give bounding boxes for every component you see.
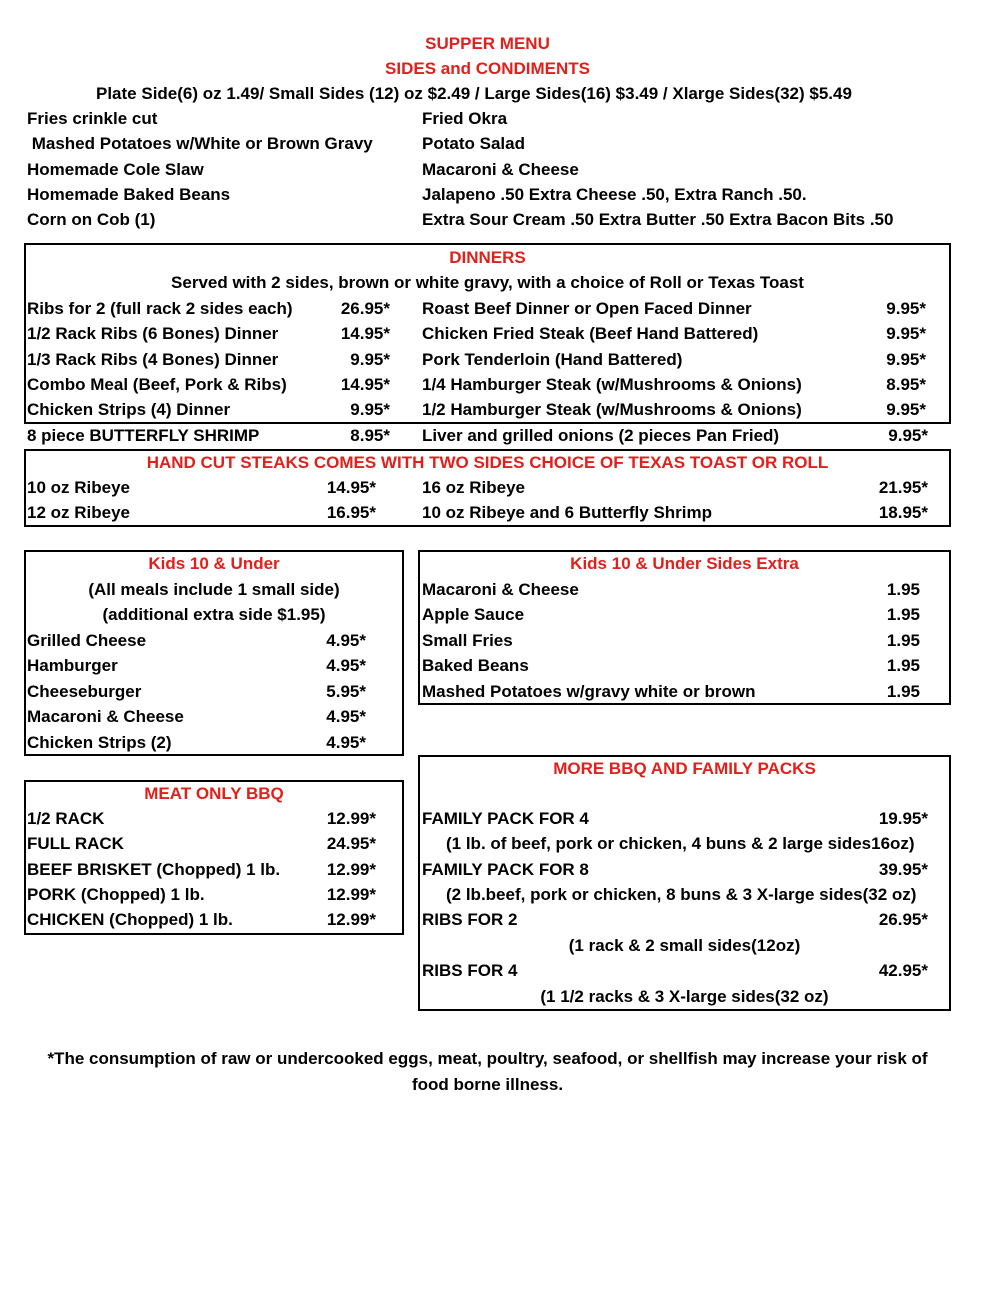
meat-item-price: 24.95* bbox=[326, 834, 376, 853]
steak-item-name: 10 oz Ribeye and 6 Butterfly Shrimp bbox=[422, 503, 713, 522]
side-item: Fried Okra bbox=[422, 109, 508, 128]
kids-item-name: Cheeseburger bbox=[27, 682, 142, 701]
side-sizes-pricing: Plate Side(6) oz 1.49/ Small Sides (12) oz $2.49 / Large Sides(16) $3.49 / Xlarge Sides(32) $5.49 bbox=[96, 84, 852, 103]
side-item: Macaroni & Cheese bbox=[422, 160, 579, 179]
kids-note: (additional extra side $1.95) bbox=[102, 605, 326, 624]
dinner-item-price: 9.95* bbox=[350, 350, 390, 369]
side-item: Extra Sour Cream .50 Extra Butter .50 Extra Bacon Bits .50 bbox=[422, 210, 894, 229]
meat-bbq-title: MEAT ONLY BBQ bbox=[144, 784, 284, 803]
family-item-price: 39.95* bbox=[878, 860, 928, 879]
dinner-item-price: 9.95* bbox=[886, 299, 926, 318]
kids-item-name: Macaroni & Cheese bbox=[27, 707, 184, 726]
meat-item-name: PORK (Chopped) 1 lb. bbox=[27, 885, 205, 904]
dinner-item-price: 9.95* bbox=[886, 350, 926, 369]
kids-side-name: Mashed Potatoes w/gravy white or brown bbox=[422, 682, 756, 701]
menu-title: SUPPER MENU bbox=[425, 34, 550, 53]
dinners-subtitle: Served with 2 sides, brown or white gravy, with a choice of Roll or Texas Toast bbox=[171, 273, 804, 292]
dinner-item-name: Chicken Strips (4) Dinner bbox=[27, 400, 231, 419]
side-item: Potato Salad bbox=[422, 134, 525, 153]
kids-item-price: 4.95* bbox=[326, 631, 366, 650]
kids-sides-title: Kids 10 & Under Sides Extra bbox=[570, 554, 799, 573]
kids-side-price: 1.95 bbox=[886, 605, 920, 624]
dinner-item-name: 1/3 Rack Ribs (4 Bones) Dinner bbox=[27, 350, 279, 369]
meat-item-name: CHICKEN (Chopped) 1 lb. bbox=[27, 910, 233, 929]
steak-item-price: 14.95* bbox=[326, 478, 376, 497]
steak-item-name: 16 oz Ribeye bbox=[422, 478, 525, 497]
family-item-name: FAMILY PACK FOR 8 bbox=[422, 860, 589, 879]
kids-title: Kids 10 & Under bbox=[148, 554, 280, 573]
dinners-title: DINNERS bbox=[449, 248, 526, 267]
family-item-name: FAMILY PACK FOR 4 bbox=[422, 809, 589, 828]
side-item: Homemade Baked Beans bbox=[27, 185, 231, 204]
dinner-item-price: 8.95* bbox=[886, 375, 926, 394]
kids-side-name: Small Fries bbox=[422, 631, 513, 650]
dinner-item-name: 8 piece BUTTERFLY SHRIMP bbox=[27, 426, 260, 445]
dinner-item-price: 14.95* bbox=[340, 375, 390, 394]
kids-item-name: Grilled Cheese bbox=[27, 631, 147, 650]
dinner-item-name: Pork Tenderloin (Hand Battered) bbox=[422, 350, 683, 369]
side-item: Fries crinkle cut bbox=[27, 109, 158, 128]
dinner-item-price: 9.95* bbox=[886, 324, 926, 343]
meat-item-price: 12.99* bbox=[326, 809, 376, 828]
kids-side-name: Macaroni & Cheese bbox=[422, 580, 579, 599]
steak-item-price: 18.95* bbox=[878, 503, 928, 522]
meat-item-price: 12.99* bbox=[326, 910, 376, 929]
kids-side-price: 1.95 bbox=[886, 631, 920, 650]
steak-item-name: 10 oz Ribeye bbox=[27, 478, 130, 497]
dinner-item-name: Combo Meal (Beef, Pork & Ribs) bbox=[27, 375, 287, 394]
dinner-item-name: 1/2 Rack Ribs (6 Bones) Dinner bbox=[27, 324, 279, 343]
family-item-name: RIBS FOR 2 bbox=[422, 910, 518, 929]
steaks-title: HAND CUT STEAKS COMES WITH TWO SIDES CHOICE OF TEXAS TOAST OR ROLL bbox=[146, 453, 829, 472]
dinner-item-price: 9.95* bbox=[886, 400, 926, 419]
kids-note: (All meals include 1 small side) bbox=[88, 580, 340, 599]
meat-item-price: 12.99* bbox=[326, 885, 376, 904]
meat-item-name: 1/2 RACK bbox=[27, 809, 105, 828]
steak-item-price: 21.95* bbox=[878, 478, 928, 497]
family-item-price: 19.95* bbox=[878, 809, 928, 828]
dinner-item-name: Chicken Fried Steak (Beef Hand Battered) bbox=[422, 324, 759, 343]
family-item-price: 26.95* bbox=[878, 910, 928, 929]
family-item-desc: (1 rack & 2 small sides(12oz) bbox=[568, 936, 801, 955]
family-packs-title: MORE BBQ AND FAMILY PACKS bbox=[553, 759, 816, 778]
kids-side-price: 1.95 bbox=[886, 580, 920, 599]
family-item-desc: (2 lb.beef, pork or chicken, 8 buns & 3 X-large sides(32 oz) bbox=[446, 885, 917, 904]
kids-side-price: 1.95 bbox=[886, 682, 920, 701]
meat-item-price: 12.99* bbox=[326, 860, 376, 879]
steak-item-price: 16.95* bbox=[326, 503, 376, 522]
kids-item-price: 4.95* bbox=[326, 707, 366, 726]
food-safety-disclaimer: *The consumption of raw or undercooked eggs, meat, poultry, seafood, or shellfish may increase your risk of bbox=[47, 1049, 928, 1068]
side-item: Corn on Cob (1) bbox=[27, 210, 156, 229]
family-item-desc: (1 1/2 racks & 3 X-large sides(32 oz) bbox=[540, 987, 829, 1006]
dinner-item-name: Ribs for 2 (full rack 2 sides each) bbox=[27, 299, 293, 318]
meat-item-name: FULL RACK bbox=[27, 834, 124, 853]
dinner-item-price: 26.95* bbox=[340, 299, 390, 318]
side-item: Mashed Potatoes w/White or Brown Gravy bbox=[27, 134, 373, 153]
kids-item-price: 4.95* bbox=[326, 656, 366, 675]
dinner-item-price: 9.95* bbox=[888, 426, 928, 445]
family-item-desc: (1 lb. of beef, pork or chicken, 4 buns & 2 large sides16oz) bbox=[446, 834, 915, 853]
kids-item-price: 5.95* bbox=[326, 682, 366, 701]
kids-side-name: Baked Beans bbox=[422, 656, 529, 675]
dinner-item-price: 9.95* bbox=[350, 400, 390, 419]
dinner-item-price: 14.95* bbox=[340, 324, 390, 343]
family-item-price: 42.95* bbox=[878, 961, 928, 980]
dinner-item-name: 1/4 Hamburger Steak (w/Mushrooms & Onions) bbox=[422, 375, 802, 394]
side-item: Jalapeno .50 Extra Cheese .50, Extra Ranch .50. bbox=[422, 185, 807, 204]
kids-item-name: Chicken Strips (2) bbox=[27, 733, 172, 752]
dinner-item-name: 1/2 Hamburger Steak (w/Mushrooms & Onions) bbox=[422, 400, 802, 419]
side-item: Homemade Cole Slaw bbox=[27, 160, 204, 179]
family-item-name: RIBS FOR 4 bbox=[422, 961, 518, 980]
steak-item-name: 12 oz Ribeye bbox=[27, 503, 130, 522]
meat-item-name: BEEF BRISKET (Chopped) 1 lb. bbox=[27, 860, 281, 879]
kids-side-price: 1.95 bbox=[886, 656, 920, 675]
kids-side-name: Apple Sauce bbox=[422, 605, 525, 624]
dinner-item-name: Liver and grilled onions (2 pieces Pan Fried) bbox=[422, 426, 780, 445]
dinner-item-name: Roast Beef Dinner or Open Faced Dinner bbox=[422, 299, 752, 318]
sides-title: SIDES and CONDIMENTS bbox=[385, 59, 590, 78]
food-safety-disclaimer-cont: food borne illness. bbox=[411, 1075, 564, 1094]
kids-item-price: 4.95* bbox=[326, 733, 366, 752]
dinner-item-price: 8.95* bbox=[350, 426, 390, 445]
kids-item-name: Hamburger bbox=[27, 656, 118, 675]
